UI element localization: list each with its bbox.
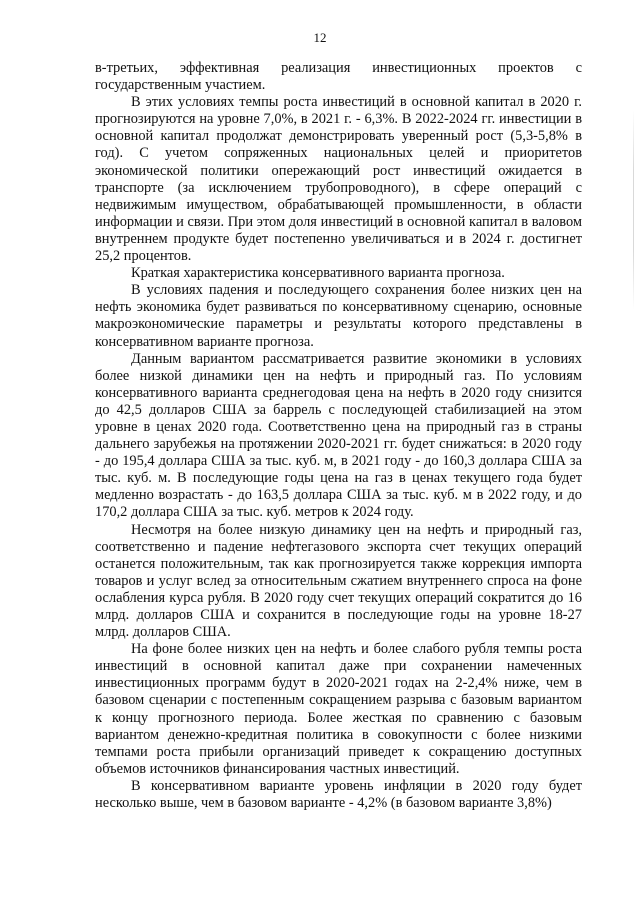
- page-number: 12: [313, 30, 327, 45]
- paragraph-current-account: Несмотря на более низкую динамику цен на нефть и природный газ, соответственно и падение нефтегазового экспорта счет текущих операций останется положительным, так как прогнозируется также коррекция импорта товаров и услуг вслед за относительным сжатием внутреннего спроса на фоне ослабления курса рубля. В 2020 году счет текущих операций сократится до 16 млрд. долларов США и сохранится в последующие годы на уровне 18-27 млрд. долларов США.: [95, 521, 582, 641]
- paragraph-investment-lower: На фоне более низких цен на нефть и более слабого рубля темпы роста инвестиций в основной капитал даже при сохранении намеченных инвестиционных программ будут в 2020-2021 годах на 2-2,4% ниже, чем в базовом сценарии с постепенным сокращением разрыва с базовым вариантом к концу прогнозного периода. Более жесткая по сравнению с базовым вариантом денежно-кредитная политика в совокупности с более низкими темпами роста прибыли организаций приведет к сокращению доступных объемов источников финансирования частных инвестиций.: [95, 641, 582, 777]
- scan-edge-mark: [633, 110, 634, 310]
- paragraph-conservative-scenario: В условиях падения и последующего сохранения более низких цен на нефть экономика будет развиваться по консервативному сценарию, основные макроэкономические параметры и результаты которого представлены в консервативном варианте прогноза.: [95, 282, 582, 350]
- paragraph-inflation: В консервативном варианте уровень инфляции в 2020 году будет несколько выше, чем в базовом варианте - 4,2% (в базовом варианте 3,8%): [95, 777, 582, 812]
- paragraph-oil-gas-prices: Данным вариантом рассматривается развитие экономики в условиях более низкой динамики цен на нефть и природный газ. По условиям консервативного варианта среднегодовая цена на нефть в 2020 году снизится до 42,5 долларов США за баррель с последующей стабилизацией на этом уровне в ценах 2020 года. Соответственно цена на природный газ в страны дальнего зарубежья на протяжении 2020-2021 гг. будет снижаться: в 2020 году - до 195,4 доллара США за тыс. куб. м, в 2021 году - до 160,3 доллара США за тыс. куб. м. В последующие годы цена на газ в ценах текущего года будет медленно возрастать - до 163,5 доллара США за тыс. куб. м в 2022 году, и до 170,2 доллара США за тыс. куб. метров к 2024 году.: [95, 350, 582, 521]
- section-heading-conservative: Краткая характеристика консервативного варианта прогноза.: [131, 265, 505, 282]
- paragraph-investment-continuation: в-третьих, эффективная реализация инвестиционных проектов с государственным участием.: [95, 60, 582, 94]
- paragraph-investment-growth: В этих условиях темпы роста инвестиций в основной капитал в 2020 г. прогнозируются на уровне 7,0%, в 2021 г. - 6,3%. В 2022-2024 гг. инвестиции в основной капитал продолжат демонстрировать уверенный рост (5,3-5,8% в год). С учетом сопряженных национальных целей и приоритетов экономической политики опережающий рост инвестиций ожидается в транспорте (за исключением трубопроводного), в сфере операций с недвижимым имуществом, обрабатывающей промышленности, в области информации и связи. При этом доля инвестиций в основной капитал в валовом внутреннем продукте будет постепенно увеличиваться и в 2024 г. достигнет 25,2 процентов.: [95, 94, 582, 265]
- document-body: [95, 60, 582, 812]
